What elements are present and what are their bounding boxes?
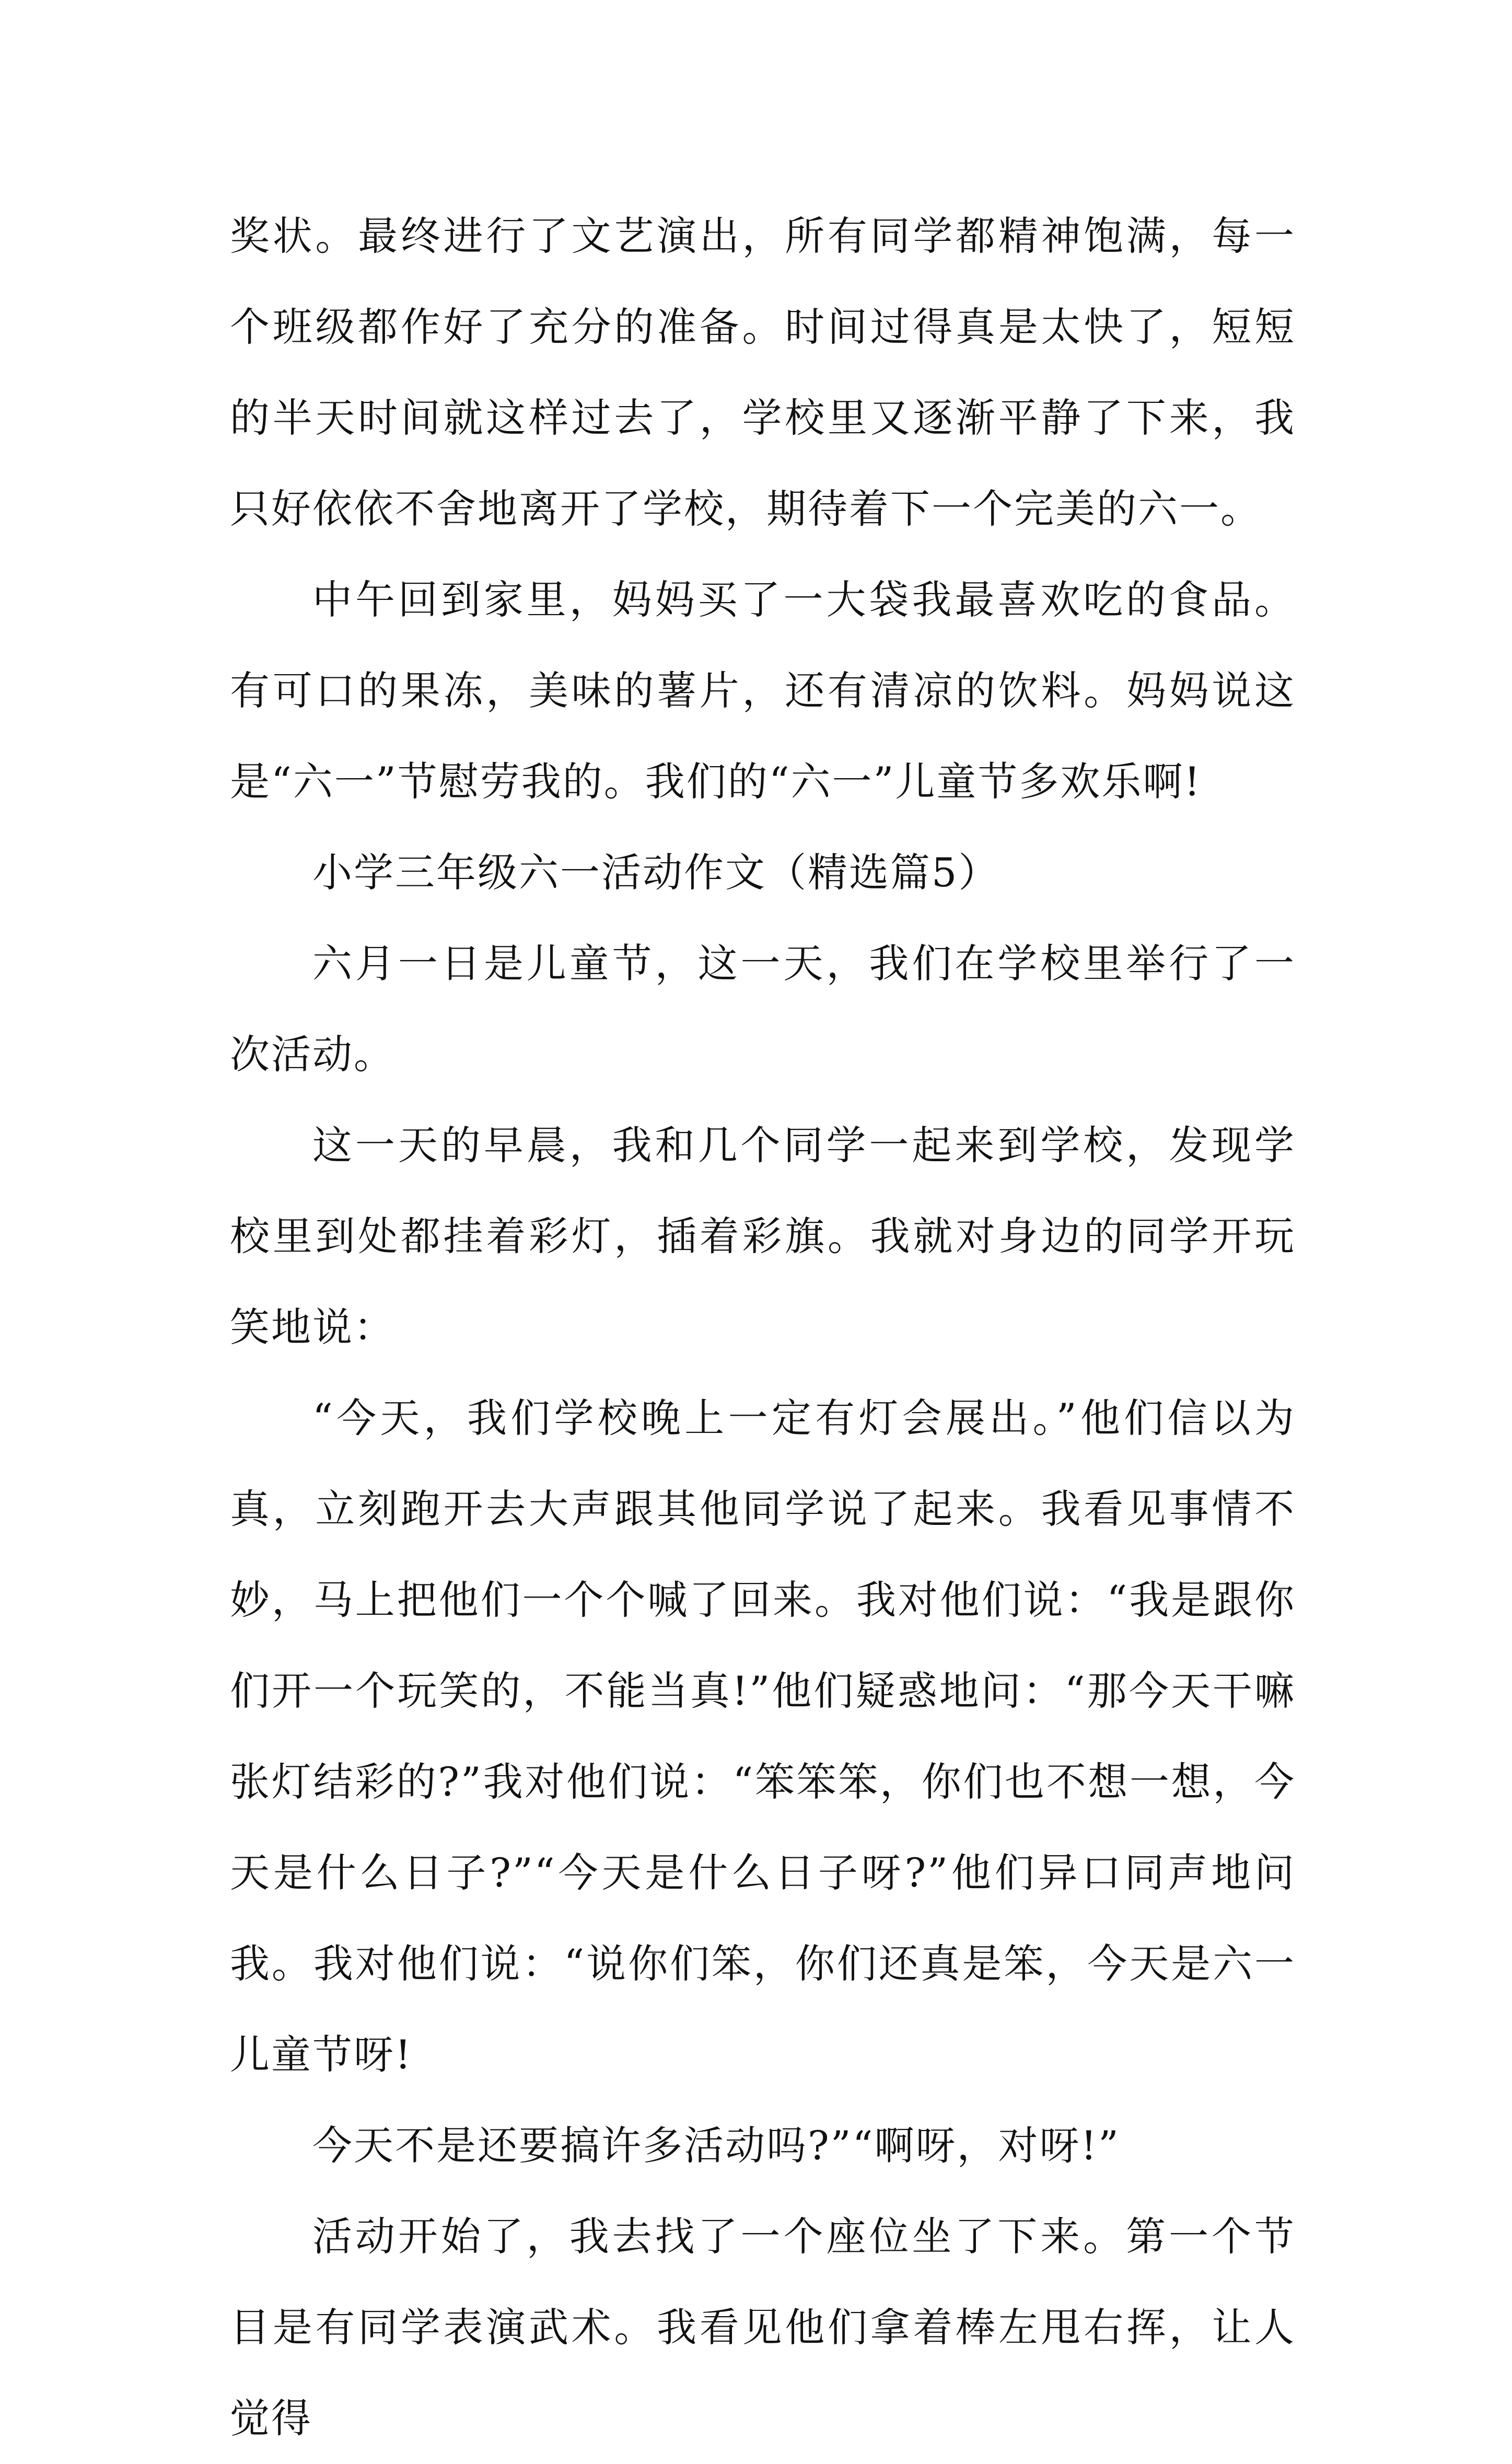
paragraph-3: 六月一日是儿童节，这一天，我们在学校里举行了一次活动。	[230, 940, 1296, 1078]
paragraph-7: 活动开始了，我去找了一个座位坐了下来。第一个节目是有同学表演武术。我看见他们拿着棒左甩右挥，让人觉得	[230, 2213, 1296, 2442]
document-body	[230, 191, 1296, 2464]
paragraph-4: 这一天的早晨，我和几个同学一起来到学校，发现学校里到处都挂着彩灯，插着彩旗。我就对身边的同学开玩笑地说：	[230, 1122, 1296, 1350]
section-title: 小学三年级六一活动作文（精选篇5）	[312, 849, 1000, 896]
paragraph-5: “今天，我们学校晚上一定有灯会展出。”他们信以为真，立刻跑开去大声跟其他同学说了起来。我看见事情不妙，马上把他们一个个喊了回来。我对他们说：“我是跟你们开一个玩笑的，不能当真!”他们疑惑地问：“那今天干嘛张灯结彩的?”我对他们说：“笨笨笨，你们也不想一想，今天是什么日子?”“今天是什么日子呀?”他们异口同声地问我。我对他们说：“说你们笨，你们还真是笨，今天是六一儿童节呀!	[230, 1395, 1296, 2078]
paragraph-6: 今天不是还要搞许多活动吗?”“啊呀，对呀!”	[312, 2122, 1120, 2169]
paragraph-2: 中午回到家里，妈妈买了一大袋我最喜欢吃的食品。有可口的果冻，美味的薯片，还有清凉的饮料。妈妈说这是“六一”节慰劳我的。我们的“六一”儿童节多欢乐啊!	[230, 576, 1296, 805]
paragraph-1: 奖状。最终进行了文艺演出，所有同学都精神饱满，每一个班级都作好了充分的准备。时间过得真是太快了，短短的半天时间就这样过去了，学校里又逐渐平静了下来，我只好依依不舍地离开了学校，期待着下一个完美的六一。	[230, 213, 1296, 532]
